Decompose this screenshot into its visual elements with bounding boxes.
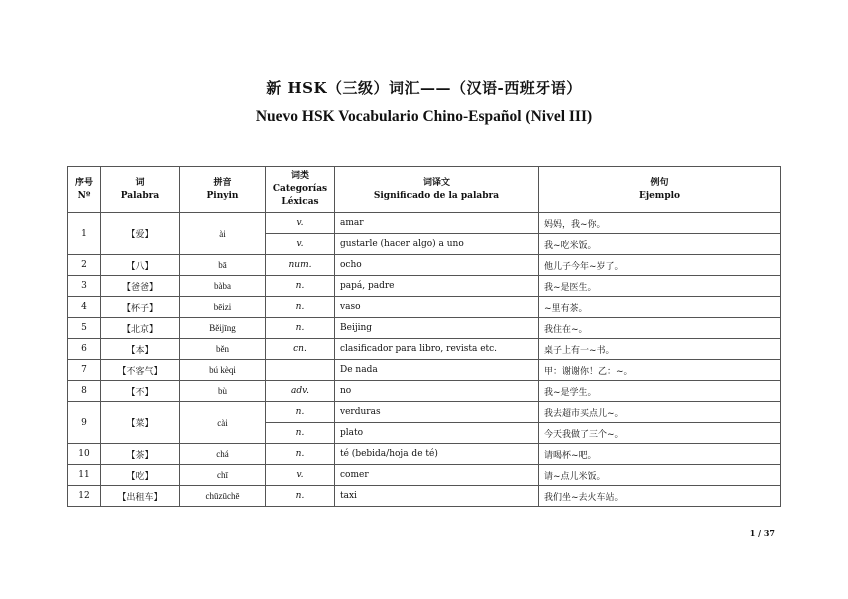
- entry-example: 甲：谢谢你！乙：~。: [539, 360, 781, 381]
- entry-meaning: no: [335, 381, 539, 402]
- entry-meaning: taxi: [335, 486, 539, 507]
- col-header-pinyin: [180, 167, 266, 213]
- page-title-spanish: Nuevo HSK Vocabulario Chino-Español (Nivel III): [255, 108, 593, 125]
- entry-number: 7: [68, 360, 101, 381]
- entry-pinyin: ài: [180, 213, 266, 255]
- entry-meaning: vaso: [335, 297, 539, 318]
- entry-pinyin: bù: [180, 381, 266, 402]
- entry-meaning: clasificador para libro, revista etc.: [335, 339, 539, 360]
- entry-number: 6: [68, 339, 101, 360]
- col-header-category: [266, 167, 335, 213]
- entry-category: n.: [266, 297, 335, 318]
- entry-category: n.: [266, 423, 335, 444]
- entry-example: 桌子上有一~书。: [539, 339, 781, 360]
- col-header-meaning: [335, 167, 539, 213]
- entry-number: 11: [68, 465, 101, 486]
- entry-word: 【不】: [101, 381, 180, 402]
- entry-category: num.: [266, 255, 335, 276]
- entry-meaning: té (bebida/hoja de té): [335, 444, 539, 465]
- col-header-word-es: Palabra: [120, 190, 160, 201]
- entry-pinyin: Běijīng: [180, 318, 266, 339]
- entry-meaning: papá, padre: [335, 276, 539, 297]
- entry-pinyin: chī: [180, 465, 266, 486]
- entry-example: 我住在~。: [539, 318, 781, 339]
- col-header-word: [101, 167, 180, 213]
- entry-example: 请喝杯~吧。: [539, 444, 781, 465]
- entry-example: 我~是学生。: [539, 381, 781, 402]
- entry-meaning: comer: [335, 465, 539, 486]
- entry-pinyin: běn: [180, 339, 266, 360]
- entry-pinyin: bàba: [180, 276, 266, 297]
- table-row: [68, 339, 781, 360]
- entry-pinyin: chá: [180, 444, 266, 465]
- entry-word: 【爱】: [101, 213, 180, 255]
- entry-example: 我~是医生。: [539, 276, 781, 297]
- entry-word: 【杯子】: [101, 297, 180, 318]
- entry-example: 我~吃米饭。: [539, 234, 781, 255]
- table-row: [68, 318, 781, 339]
- entry-pinyin: cài: [180, 402, 266, 444]
- col-header-pinyin-es: Pinyin: [206, 190, 239, 201]
- entry-word: 【出租车】: [101, 486, 180, 507]
- col-header-category-zh: 词类: [290, 171, 309, 181]
- entry-meaning: ocho: [335, 255, 539, 276]
- entry-pinyin: bā: [180, 255, 266, 276]
- entry-category: v.: [266, 465, 335, 486]
- table-row: [68, 402, 781, 423]
- table-row: [68, 486, 781, 507]
- col-header-pinyin-zh: 拼音: [213, 177, 232, 188]
- entry-category: cn.: [266, 339, 335, 360]
- table-row: [68, 444, 781, 465]
- entry-pinyin: chūzūchē: [180, 486, 266, 507]
- entry-example: 我去超市买点儿~。: [539, 402, 781, 423]
- vocabulary-table: [67, 166, 781, 507]
- entry-number: 10: [68, 444, 101, 465]
- table-row: [68, 381, 781, 402]
- entry-category: n.: [266, 318, 335, 339]
- entry-number: 9: [68, 402, 101, 444]
- entry-example: ~里有茶。: [539, 297, 781, 318]
- entry-number: 1: [68, 213, 101, 255]
- entry-number: 12: [68, 486, 101, 507]
- col-header-word-zh: 词: [135, 177, 145, 188]
- col-header-example: [539, 167, 781, 213]
- entry-meaning: verduras: [335, 402, 539, 423]
- table-row: [68, 360, 781, 381]
- table-header-row: [68, 167, 781, 213]
- page-title-chinese: 新 HSK（三级）词汇——（汉语-西班牙语）: [266, 79, 582, 97]
- entry-example: 我们坐~去火车站。: [539, 486, 781, 507]
- table-row: [68, 297, 781, 318]
- col-header-category-es1: Categorías: [272, 184, 328, 194]
- entry-word: 【不客气】: [101, 360, 180, 381]
- entry-meaning: gustarle (hacer algo) a uno: [335, 234, 539, 255]
- col-header-meaning-zh: 词译文: [422, 177, 450, 188]
- entry-example: 他儿子今年~岁了。: [539, 255, 781, 276]
- entry-pinyin: bēizi: [180, 297, 266, 318]
- table-row: [68, 465, 781, 486]
- col-header-number-es: Nº: [77, 190, 91, 201]
- entry-category: [266, 360, 335, 381]
- entry-category: v.: [266, 234, 335, 255]
- table-row: [68, 276, 781, 297]
- entry-number: 8: [68, 381, 101, 402]
- entry-word: 【菜】: [101, 402, 180, 444]
- entry-category: n.: [266, 486, 335, 507]
- table-row: [68, 213, 781, 234]
- entry-category: v.: [266, 213, 335, 234]
- entry-word: 【爸爸】: [101, 276, 180, 297]
- entry-number: 4: [68, 297, 101, 318]
- col-header-number-zh: 序号: [74, 177, 93, 188]
- entry-number: 5: [68, 318, 101, 339]
- entry-example: 妈妈，我~你。: [539, 213, 781, 234]
- entry-number: 3: [68, 276, 101, 297]
- col-header-meaning-es: Significado de la palabra: [373, 190, 500, 201]
- entry-word: 【吃】: [101, 465, 180, 486]
- col-header-example-es: Ejemplo: [638, 190, 681, 201]
- entry-category: n.: [266, 444, 335, 465]
- table-row: [68, 255, 781, 276]
- col-header-category-es2: Léxicas: [281, 197, 319, 207]
- entry-category: n.: [266, 402, 335, 423]
- entry-pinyin: bú kèqi: [180, 360, 266, 381]
- entry-example: 今天我做了三个~。: [539, 423, 781, 444]
- entry-meaning: amar: [335, 213, 539, 234]
- entry-meaning: plato: [335, 423, 539, 444]
- entry-meaning: De nada: [335, 360, 539, 381]
- col-header-number: [68, 167, 101, 213]
- entry-category: n.: [266, 276, 335, 297]
- entry-word: 【八】: [101, 255, 180, 276]
- entry-word: 【茶】: [101, 444, 180, 465]
- entry-category: adv.: [266, 381, 335, 402]
- entry-word: 【本】: [101, 339, 180, 360]
- entry-meaning: Beijing: [335, 318, 539, 339]
- entry-example: 请~点儿米饭。: [539, 465, 781, 486]
- col-header-example-zh: 例句: [650, 177, 669, 188]
- entry-word: 【北京】: [101, 318, 180, 339]
- page-number: 1 / 37: [749, 528, 775, 538]
- entry-number: 2: [68, 255, 101, 276]
